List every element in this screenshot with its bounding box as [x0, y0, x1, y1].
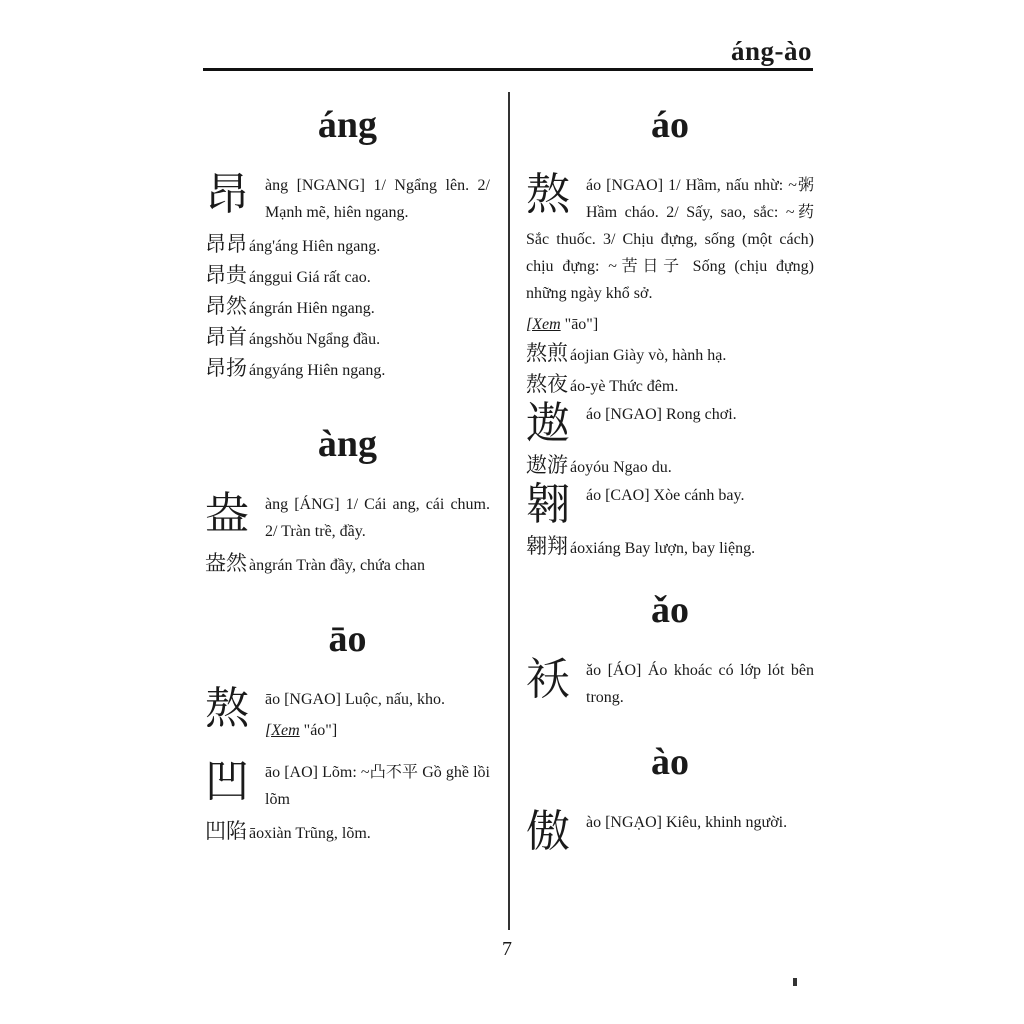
compound-entry [205, 817, 490, 848]
compound-characters: 遨游 [526, 453, 568, 477]
header-rule [203, 68, 813, 71]
see-label: [Xem [265, 722, 300, 739]
section-heading: ǎo [651, 589, 689, 631]
entry-definition: áo [NGAO] 1/ Hầm, nấu nhừ: ~粥 Hầm cháo. 2/ Sấy, sao, sắc: ~药 Sắc thuốc. 3/ Chịu đựng, sống (một cách) chịu đựng: ~苦日子 Sống (chịu đựng) những ngày khổ sở. [526, 177, 814, 302]
compound-definition: áoxiáng Bay lượn, bay liệng. [570, 540, 756, 557]
entry-definition: āo [NGAO] Luộc, nấu, kho. [265, 691, 445, 708]
compound-entry [205, 549, 490, 580]
running-head: áng-ào [730, 36, 812, 66]
dictionary-entry [526, 479, 814, 530]
compound-definition: àngrán Tràn đầy, chứa chan [249, 557, 426, 574]
headword-character: 傲 [526, 806, 570, 857]
dictionary-entry [205, 169, 490, 226]
entry-definition: àng [NGANG] 1/ Ngẩng lên. 2/ Mạnh mẽ, hiên ngang. [265, 177, 490, 221]
compound-definition: ángyáng Hiên ngang. [249, 362, 386, 379]
scan-speck [793, 978, 797, 986]
left-column [205, 100, 490, 848]
compound-definition: ánggui Giá rất cao. [249, 269, 371, 286]
dictionary-entry [205, 488, 490, 545]
headword-character: 翱 [526, 479, 570, 530]
compound-characters: 凹陷 [205, 819, 247, 843]
column-divider [508, 92, 510, 930]
compound-characters: 翱翔 [526, 534, 568, 558]
page-number: 7 [502, 938, 512, 960]
right-column [526, 100, 814, 859]
dictionary-entry [205, 756, 490, 813]
dictionary-entry [526, 169, 814, 307]
headword-character: 凹 [205, 756, 249, 807]
compound-entry [526, 532, 814, 563]
compound-definition: áng'áng Hiên ngang. [249, 238, 381, 255]
compound-characters: 熬夜 [526, 372, 568, 396]
entry-definition: āo [AO] Lõm: ~凸不平 Gồ ghề lồi lõm [265, 764, 490, 808]
headword-character: 熬 [205, 683, 249, 734]
dictionary-entry [526, 398, 814, 449]
compound-characters: 昂首 [205, 325, 247, 349]
compound-entry [526, 339, 814, 370]
compound-entry [526, 451, 814, 482]
cross-reference [526, 311, 814, 339]
compound-definition: áojian Giày vò, hành hạ. [570, 347, 727, 364]
section-heading: āo [328, 618, 367, 660]
compound-definition: ángshǒu Ngẩng đầu. [249, 331, 381, 348]
headword-character: 盎 [205, 488, 249, 539]
section-heading: áo [651, 104, 689, 146]
dictionary-entry [526, 806, 814, 857]
compound-definition: āoxiàn Trũng, lõm. [249, 825, 371, 842]
compound-entry [205, 261, 490, 292]
dictionary-entry [526, 654, 814, 711]
compound-definition: áo-yè Thức đêm. [570, 378, 679, 395]
entry-definition: àng [ÁNG] 1/ Cái ang, cái chum. 2/ Tràn trề, đầy. [265, 496, 490, 540]
entry-definition: áo [CAO] Xòe cánh bay. [586, 487, 745, 504]
headword-character: 昂 [205, 169, 249, 220]
entry-definition: ǎo [ÁO] Áo khoác có lớp lót bên trong. [586, 662, 814, 706]
see-label: [Xem [526, 316, 561, 333]
compound-entry [205, 323, 490, 354]
compound-entry [205, 230, 490, 261]
section-heading: àng [317, 423, 378, 465]
section-heading: ào [651, 741, 689, 783]
compound-characters: 昂贵 [205, 263, 247, 287]
compound-definition: ángrán Hiên ngang. [249, 300, 375, 317]
headword-character: 熬 [526, 169, 570, 220]
compound-characters: 盎然 [205, 551, 247, 575]
compound-entry [526, 370, 814, 401]
compound-characters: 昂然 [205, 294, 247, 318]
section-heading: áng [317, 104, 378, 146]
compound-definition: áoyóu Ngao du. [570, 459, 672, 476]
entry-definition: ào [NGẠO] Kiêu, khinh người. [586, 814, 788, 831]
see-target: "āo"] [564, 316, 599, 333]
compound-entry [205, 292, 490, 323]
compound-entry [205, 354, 490, 385]
see-target: "áo"] [303, 722, 338, 739]
entry-definition: áo [NGAO] Rong chơi. [586, 406, 737, 423]
headword-character: 袄 [526, 654, 570, 705]
headword-character: 遨 [526, 398, 570, 449]
compound-characters: 昂扬 [205, 356, 247, 380]
compound-characters: 昂昂 [205, 232, 247, 256]
compound-characters: 熬煎 [526, 341, 568, 365]
